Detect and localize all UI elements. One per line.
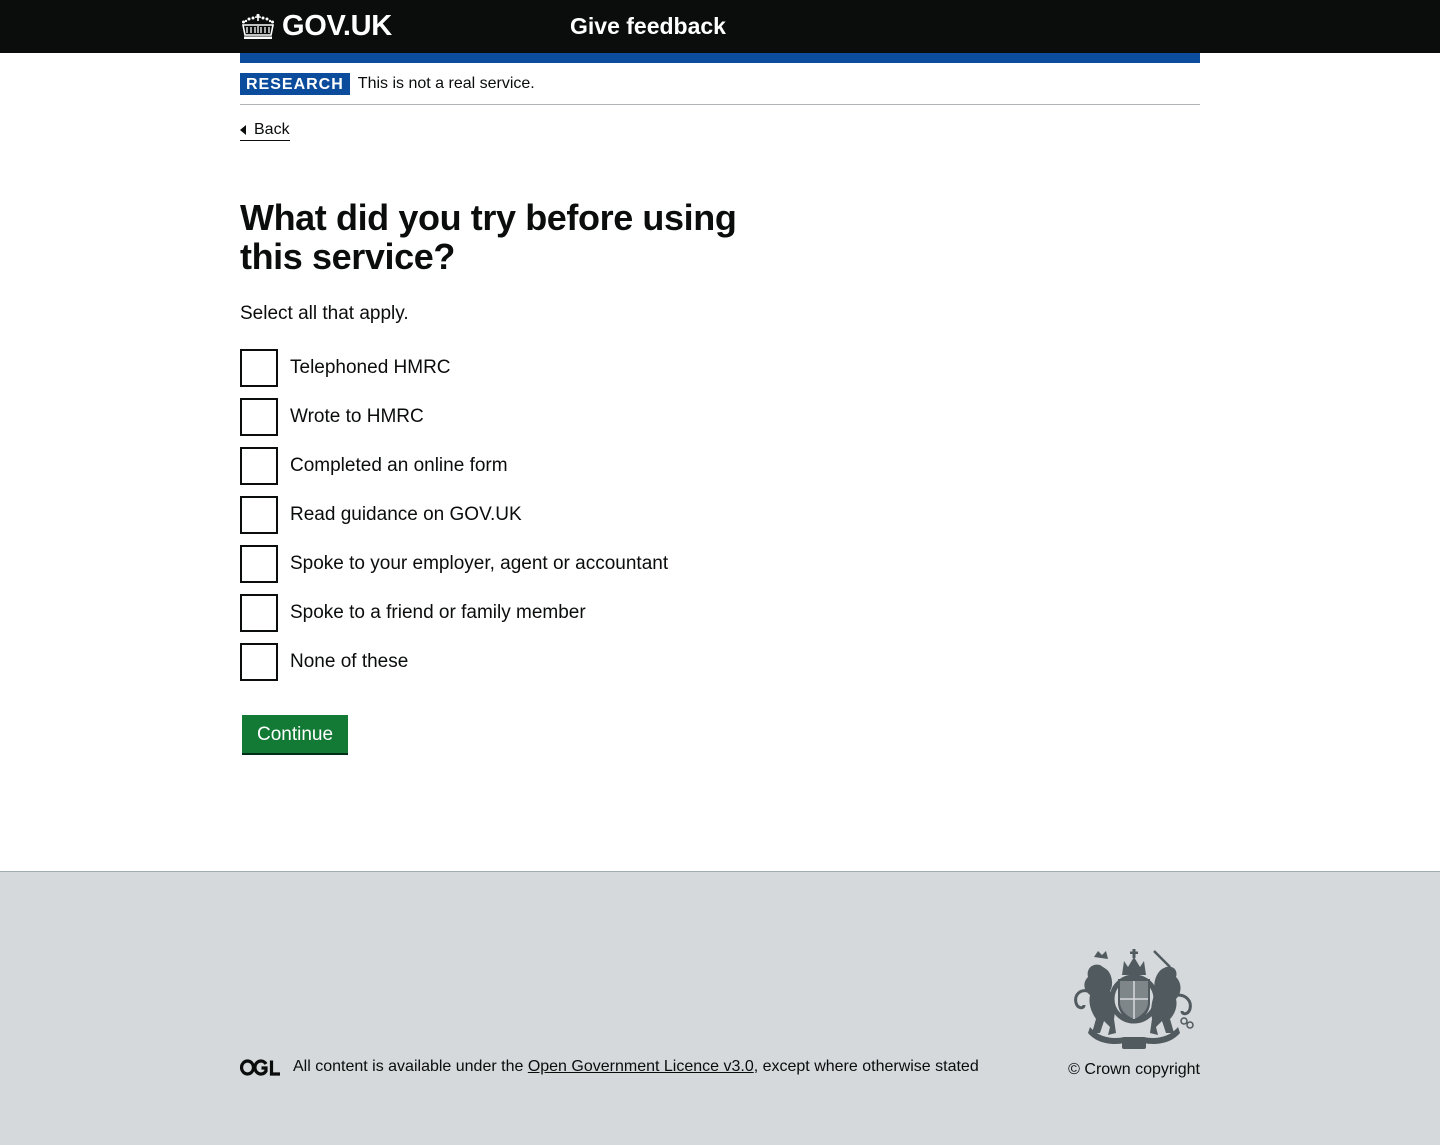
checkbox[interactable] [240,447,278,485]
footer-copyright [1068,947,1200,1079]
checkbox-label: Telephoned HMRC [290,357,451,378]
hint-text: Select all that apply. [240,303,409,324]
checkbox-label: Spoke to your employer, agent or accountant [290,553,669,574]
checkbox[interactable] [240,594,278,632]
checkbox[interactable] [240,349,278,387]
continue-button[interactable]: Continue [242,715,348,753]
main-content [240,141,1200,871]
checkbox-option-online-form[interactable] [240,446,1200,486]
licence-suffix: , except where otherwise stated [753,1058,979,1075]
checkbox-option-employer-agent[interactable] [240,544,1200,584]
back-link[interactable] [240,120,290,141]
site-footer [0,871,1440,1145]
checkbox-label: Read guidance on GOV.UK [290,504,522,525]
checkbox-label: Completed an online form [290,455,508,476]
back-arrow-icon [240,125,246,135]
page-title: What did you try before using this service? [240,197,737,277]
checkbox-label: None of these [290,651,409,672]
site-header [0,0,1440,53]
checkbox[interactable] [240,496,278,534]
checkbox-option-read-guidance[interactable] [240,495,1200,535]
ogl-logo-icon [240,1059,281,1076]
phase-tag: RESEARCH [240,73,350,95]
crown-copyright-link[interactable]: © Crown copyright [1068,1061,1200,1078]
checkbox[interactable] [240,398,278,436]
checkbox-option-friend-family[interactable] [240,593,1200,633]
footer-licence [240,1058,979,1079]
licence-text [293,1058,979,1076]
checkbox-option-wrote-to-hmrc[interactable] [240,397,1200,437]
service-name-link[interactable]: Give feedback [570,13,726,39]
checkbox-label: Spoke to a friend or family member [290,602,586,623]
licence-prefix: All content is available under the [293,1058,528,1075]
licence-link[interactable]: Open Government Licence v3.0 [527,1058,754,1075]
royal-coat-of-arms-icon [1070,947,1198,1051]
back-link-label: Back [254,121,290,138]
checkbox-label: Wrote to HMRC [290,406,424,427]
checkbox-option-none[interactable] [240,642,1200,682]
checkbox[interactable] [240,643,278,681]
phase-banner-text: This is not a real service. [357,75,535,92]
crown-icon [240,13,276,41]
govuk-logo-link[interactable] [240,10,570,43]
checkbox[interactable] [240,545,278,583]
header-blue-bar [240,53,1200,63]
checkbox-group [240,348,1200,682]
logo-text: GOV.UK [282,10,392,42]
checkbox-option-telephoned-hmrc[interactable] [240,348,1200,388]
phase-banner [240,63,1200,105]
